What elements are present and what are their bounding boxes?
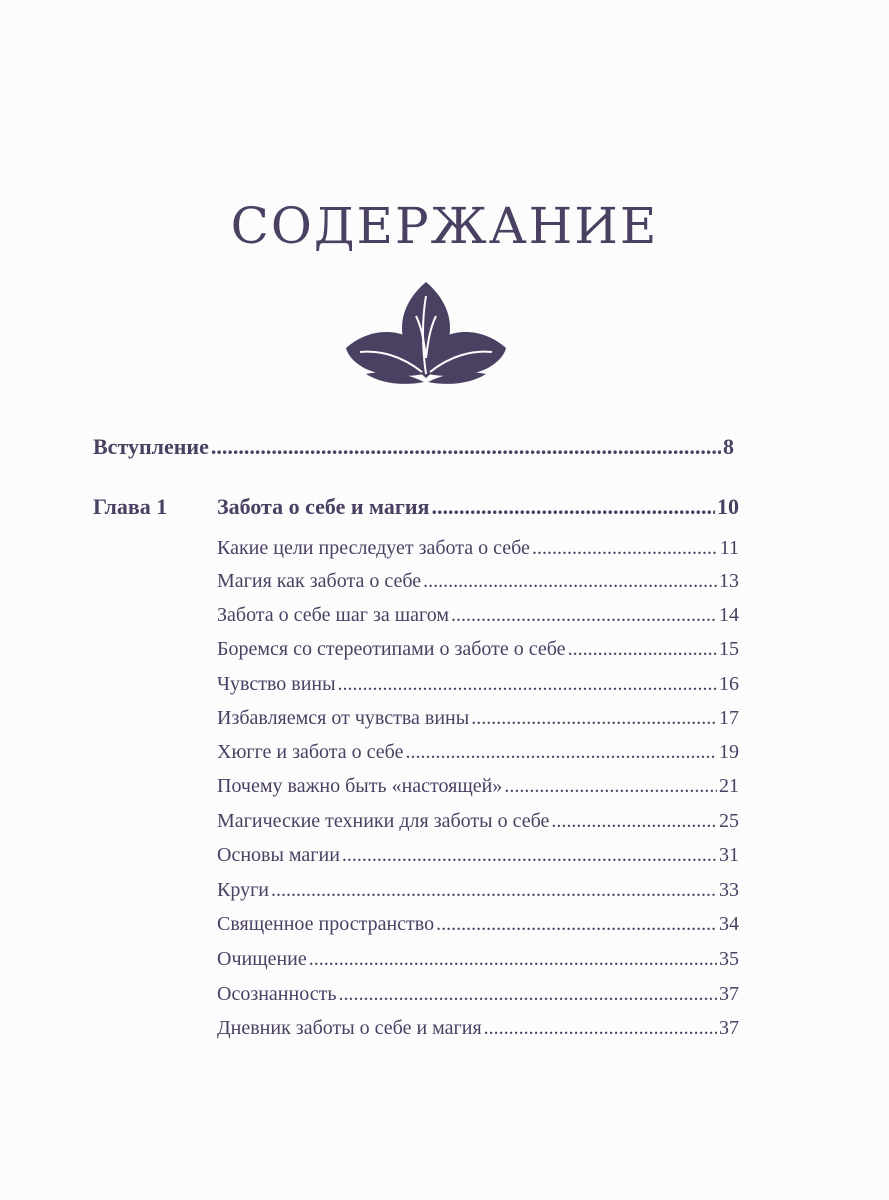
toc-entry-section[interactable]	[217, 806, 739, 836]
dot-leader	[568, 634, 717, 664]
toc-entry-section[interactable]	[217, 840, 739, 870]
toc-entry-intro[interactable]	[93, 432, 734, 462]
toc-page-number: 16	[719, 673, 739, 695]
toc-entry-chapter-1[interactable]	[217, 492, 739, 522]
toc-entry-section[interactable]	[217, 737, 739, 767]
toc-entry-title: Забота о себе шаг за шагом	[217, 604, 449, 626]
toc-entry-title: Священное пространство	[217, 913, 435, 935]
toc-entry-title: Основы магии	[217, 844, 340, 866]
toc-page-number: 15	[719, 638, 739, 660]
toc-entry-section[interactable]	[217, 533, 739, 563]
dot-leader	[504, 771, 717, 801]
toc-page-number: 37	[719, 1017, 739, 1039]
toc-entry-section[interactable]	[217, 634, 739, 664]
dot-leader	[532, 533, 718, 563]
toc-entry-title: Очищение	[217, 948, 307, 970]
toc-entry-title: Дневник заботы о себе и магия	[217, 1017, 482, 1039]
toc-entry-title: Магия как забота о себе	[217, 570, 422, 592]
toc-page-number: 33	[719, 879, 739, 901]
toc-entry-section[interactable]	[217, 1013, 739, 1043]
toc-entry-title: Какие цели преследует забота о себе	[217, 537, 530, 559]
lotus-leaves-icon	[344, 278, 508, 386]
dot-leader	[423, 566, 717, 596]
dot-leader	[405, 737, 717, 767]
toc-entry-title: Забота о себе и магия	[217, 494, 430, 519]
page-title: СОДЕРЖАНИЕ	[230, 197, 659, 255]
dot-leader	[342, 840, 717, 870]
toc-page-number: 21	[719, 775, 739, 797]
toc-page-number: 10	[717, 494, 739, 519]
toc-entry-title: Хюгге и забота о себе	[217, 741, 404, 763]
toc-page-number: 37	[719, 983, 739, 1005]
toc-entry-section[interactable]	[217, 909, 739, 939]
toc-entry-title: Избавляемся от чувства вины	[217, 707, 470, 729]
toc-entry-section[interactable]	[217, 669, 739, 699]
toc-entry-title: Вступление	[93, 434, 209, 459]
chapter-label: Глава 1	[93, 494, 168, 519]
toc-entry-section[interactable]	[217, 979, 739, 1009]
toc-entry-section[interactable]	[217, 875, 739, 905]
toc-entry-title: Почему важно быть «настоящей»	[217, 775, 503, 797]
toc-page-number: 17	[719, 707, 739, 729]
dot-leader	[309, 944, 717, 974]
toc-entry-title: Чувство вины	[217, 673, 336, 695]
toc-entry-section[interactable]	[217, 600, 739, 630]
toc-page-number: 14	[719, 604, 739, 626]
toc-page-number: 25	[719, 810, 739, 832]
toc-entry-title: Магические техники для заботы о себе	[217, 810, 550, 832]
dot-leader	[484, 1013, 717, 1043]
toc-page-number: 35	[719, 948, 739, 970]
dot-leader	[271, 875, 717, 905]
toc-page-number: 19	[719, 741, 739, 763]
dot-leader	[471, 703, 717, 733]
toc-entry-section[interactable]	[217, 944, 739, 974]
toc-page-number: 8	[723, 434, 734, 459]
toc-entry-section[interactable]	[217, 703, 739, 733]
dot-leader	[211, 432, 721, 462]
dot-leader	[436, 909, 717, 939]
toc-entry-title: Боремся со стереотипами о заботе о себе	[217, 638, 566, 660]
toc-entry-title: Осознанность	[217, 983, 337, 1005]
toc-page-number: 31	[719, 844, 739, 866]
toc-page-number: 11	[719, 537, 739, 559]
dot-leader	[551, 806, 717, 836]
dot-leader	[338, 669, 717, 699]
toc-page-number: 13	[719, 570, 739, 592]
dot-leader	[431, 492, 715, 522]
toc-entry-title: Круги	[217, 879, 269, 901]
toc-entry-section[interactable]	[217, 771, 739, 801]
toc-entry-section[interactable]	[217, 566, 739, 596]
dot-leader	[338, 979, 717, 1009]
toc-page-number: 34	[719, 913, 739, 935]
dot-leader	[451, 600, 717, 630]
